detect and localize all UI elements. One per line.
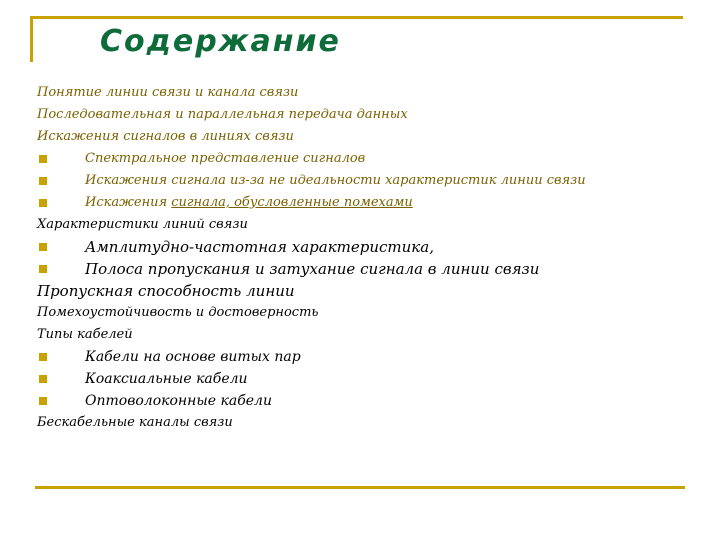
table-of-contents [37, 82, 697, 434]
toc-item-text: Оптоволоконные кабели [85, 393, 272, 409]
square-bullet-icon [39, 375, 47, 383]
toc-item-text: Полоса пропускания и затухание сигнала в линии связи [85, 260, 540, 278]
toc-item-1 [37, 104, 697, 126]
toc-item-14 [37, 390, 697, 412]
square-bullet-icon [39, 177, 47, 185]
toc-item-text: Понятие линии связи и канала связи [37, 85, 299, 100]
frame-left-rule [30, 16, 33, 62]
toc-item-3 [37, 148, 697, 170]
toc-item-9 [37, 280, 697, 302]
square-bullet-icon [39, 397, 47, 405]
toc-item-10 [37, 302, 697, 324]
toc-item-7 [37, 236, 697, 258]
square-bullet-icon [39, 243, 47, 251]
toc-item-0 [37, 82, 697, 104]
toc-item-text: Характеристики линий связи [37, 217, 248, 232]
frame-top-rule [30, 16, 683, 19]
toc-item-text: Искажения сигналов в линиях связи [37, 129, 294, 144]
toc-item-6 [37, 214, 697, 236]
toc-item-text: Искажения сигнала из-за не идеальности характеристик линии связи [85, 173, 586, 188]
square-bullet-icon [39, 155, 47, 163]
toc-item-text: Спектральное представление сигналов [85, 151, 366, 166]
toc-item-4 [37, 170, 697, 192]
toc-item-text: Амплитудно-частотная характеристика, [85, 238, 434, 256]
frame-bottom-rule [35, 486, 685, 489]
toc-item-text: Искажения [85, 195, 172, 210]
toc-item-link[interactable]: сигнала, обусловленные помехами [171, 195, 413, 210]
toc-item-text: Коаксиальные кабели [85, 371, 248, 387]
toc-item-text: Кабели на основе витых пар [85, 349, 301, 365]
slide-title: Содержание [100, 24, 341, 59]
toc-item-text: Типы кабелей [37, 327, 133, 342]
toc-item-12 [37, 346, 697, 368]
toc-item-text: Последовательная и параллельная передача данных [37, 107, 408, 122]
toc-item-2 [37, 126, 697, 148]
toc-item-text: Пропускная способность линии [37, 282, 295, 300]
toc-item-11 [37, 324, 697, 346]
toc-item-13 [37, 368, 697, 390]
toc-item-8 [37, 258, 697, 280]
square-bullet-icon [39, 199, 47, 207]
toc-item-5 [37, 192, 697, 214]
toc-item-text: Бескабельные каналы связи [37, 415, 233, 430]
toc-item-text: Помехоустойчивость и достоверность [37, 305, 319, 320]
square-bullet-icon [39, 353, 47, 361]
square-bullet-icon [39, 265, 47, 273]
toc-item-15 [37, 412, 697, 434]
